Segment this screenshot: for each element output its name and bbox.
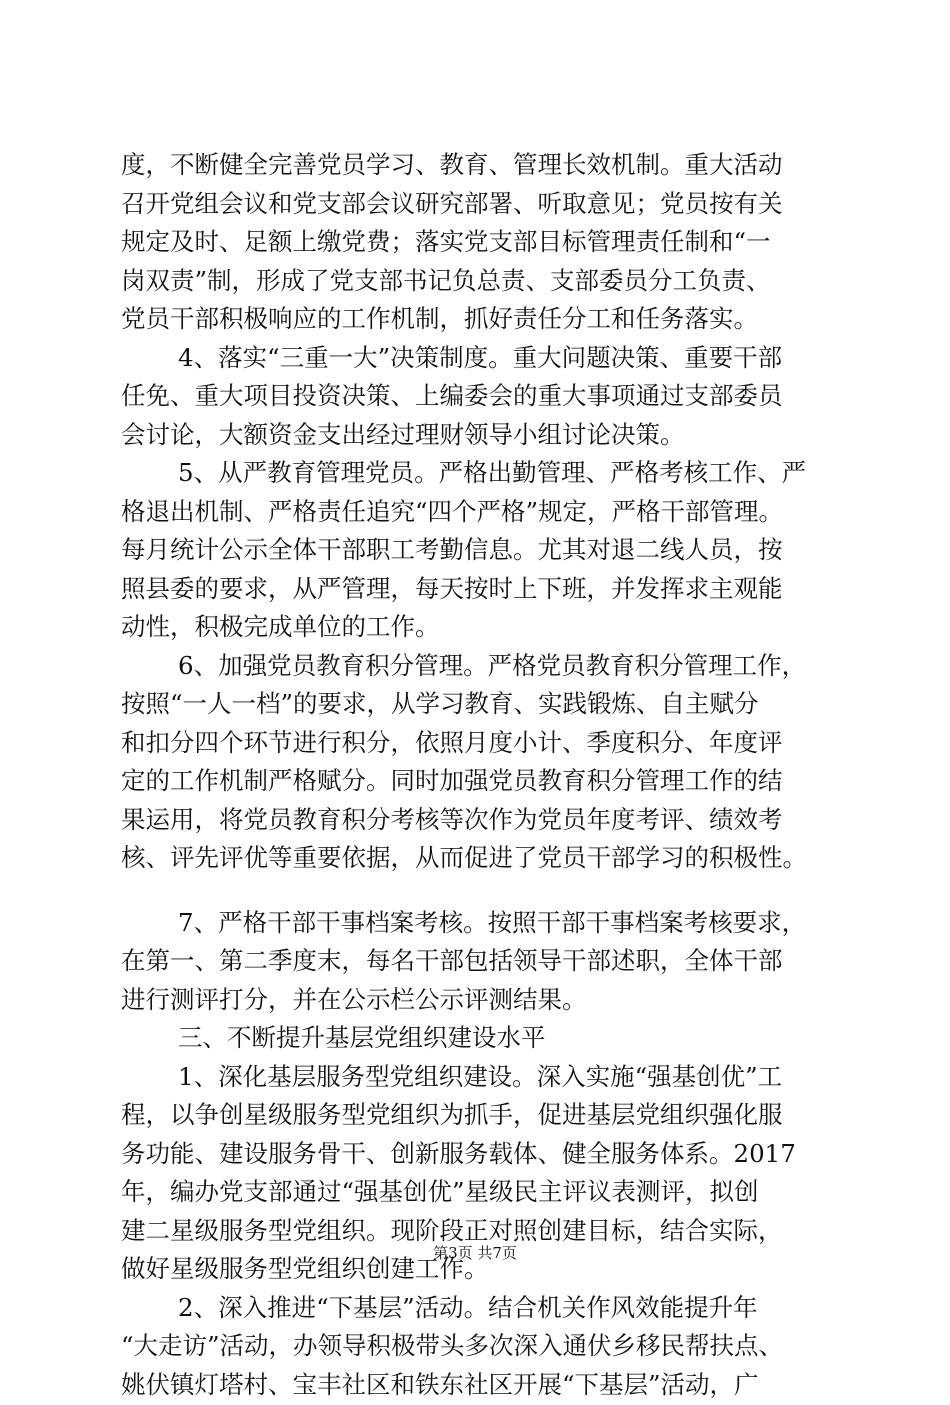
body-line: 党员干部积极响应的工作机制，抓好责任分工和任务落实。 (121, 304, 758, 333)
body-line: 岗双责”制，形成了党支部书记负总责、支部委员分工负责、 (121, 265, 771, 295)
body-line: 每月统计公示全体干部职工考勤信息。尤其对退二线人员，按 (121, 535, 783, 564)
body-line: 1、深化基层服务型党组织建设。深入实施“强基创优”工 (178, 1061, 783, 1091)
body-line: 定的工作机制严格赋分。同时加强党员教育积分管理工作的结 (121, 766, 783, 795)
body-line: 务功能、建设服务骨干、创新服务载体、健全服务体系。2017 (121, 1138, 796, 1168)
body-line: 任免、重大项目投资决策、上编委会的重大事项通过支部委员 (121, 381, 783, 410)
body-line: 年，编办党支部通过“强基创优”星级民主评议表测评，拟创 (121, 1177, 759, 1206)
body-line: 5、从严教育管理党员。严格出勤管理、严格考核工作、严 (178, 458, 807, 487)
body-line: 程，以争创星级服务型党组织为抓手，促进基层党组织强化服 (121, 1100, 783, 1129)
body-line: 格退出机制、严格责任追究“四个严格”规定，严格干部管理。 (121, 496, 784, 526)
body-line: 会讨论，大额资金支出经过理财领导小组讨论决策。 (121, 419, 685, 449)
body-line: 6、加强党员教育积分管理。严格党员教育积分管理工作， (178, 650, 807, 680)
body-line: 动性，积极完成单位的工作。 (121, 612, 440, 641)
body-line: 照县委的要求，从严管理，每天按时上下班，并发挥求主观能 (121, 573, 783, 603)
body-line: 在第一、第二季度末，每名干部包括领导干部述职，全体干部 (121, 946, 783, 975)
body-line: “大走访”活动，办领导积极带头多次深入通伏乡移民帮扶点、 (121, 1331, 784, 1360)
body-line: 2、深入推进“下基层”活动。结合机关作风效能提升年 (178, 1292, 758, 1322)
body-line: 进行测评打分，并在公示栏公示评测结果。 (121, 984, 587, 1014)
body-line: 核、评先评优等重要依据，从而促进了党员干部学习的积极性。 (121, 843, 807, 872)
body-line: 召开党组会议和党支部会议研究部署、听取意见；党员按有关 (121, 188, 783, 218)
page-footer: 第3页 共7页 (433, 1244, 517, 1262)
body-line: 姚伏镇灯塔村、宝丰社区和铁东社区开展“下基层”活动，广 (121, 1369, 759, 1399)
body-line: 建二星级服务型党组织。现阶段正对照创建目标，结合实际， (121, 1215, 783, 1245)
body-line: 规定及时、足额上缴党费；落实党支部目标管理责任制和“一 (121, 227, 771, 256)
body-line: 按照“一人一档”的要求，从学习教育、实践锻炼、自主赋分 (121, 689, 759, 718)
body-line: 和扣分四个环节进行积分，依照月度小计、季度积分、年度评 (121, 727, 783, 757)
body-line: 三、不断提升基层党组织建设水平 (178, 1023, 546, 1052)
body-line: 做好星级服务型党组织创建工作。 (121, 1254, 489, 1283)
body-line: 度，不断健全完善党员学习、教育、管理长效机制。重大活动 (121, 150, 783, 179)
body-line: 7、严格干部干事档案考核。按照干部干事档案考核要求， (178, 907, 807, 937)
body-line: 4、落实“三重一大”决策制度。重大问题决策、重要干部 (178, 342, 783, 372)
body-line: 果运用，将党员教育积分考核等次作为党员年度考评、绩效考 (121, 804, 783, 834)
